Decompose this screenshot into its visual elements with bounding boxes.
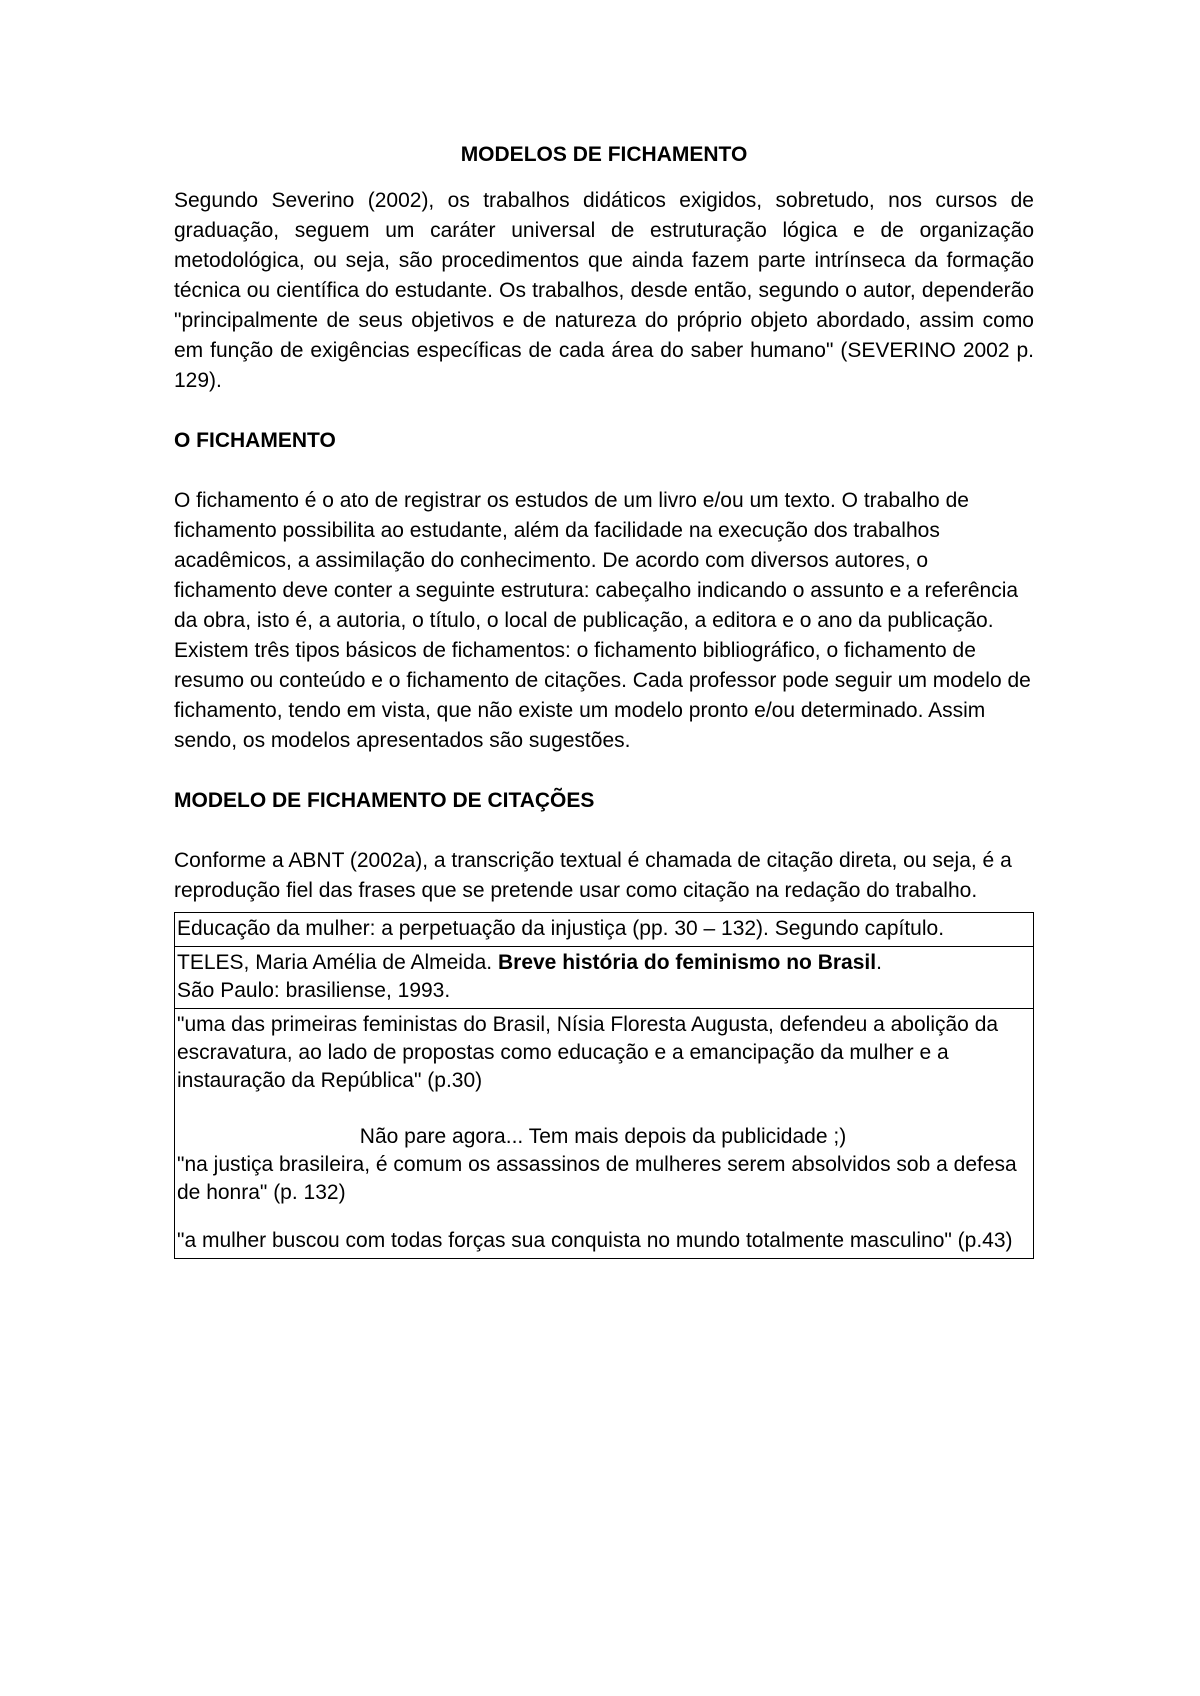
ad-notice: Não pare agora... Tem mais depois da publicidade ;) (359, 1125, 847, 1148)
spacer (177, 1207, 1029, 1227)
reference-period: . (876, 951, 882, 974)
table-row (175, 1009, 1034, 1259)
reference-book-title: Breve história do feminismo no Brasil (497, 951, 877, 974)
section-heading-fichamento: O FICHAMENTO (174, 429, 336, 452)
table-cell-subject: Educação da mulher: a perpetuação da injustiça (pp. 30 – 132). Segundo capítulo. (175, 913, 1034, 947)
document-page (174, 140, 1034, 1259)
citacoes-paragraph: Conforme a ABNT (2002a), a transcrição textual é chamada de citação direta, ou seja, é a reprodução fiel das frases que se pretende usar como citação na redação do trabalho. (174, 849, 1012, 902)
fichamento-table (174, 912, 1034, 1259)
table-row (175, 947, 1034, 1009)
spacer (174, 816, 1034, 846)
table-row (175, 913, 1034, 947)
intro-paragraph: Segundo Severino (2002), os trabalhos didáticos exigidos, sobretudo, nos cursos de graduação, seguem um caráter universal de estruturação lógica e de organização metodológica, ou seja, são procedimentos que ainda fazem parte intrínseca da formação técnica ou científica do estudante. Os trabalhos, desde então, segundo o autor, dependerão "principalmente de seus objetivos e de natureza do próprio objeto abordado, assim como em função de exigências específicas de cada área do saber humano" (SEVERINO 2002 p. 129). (174, 189, 1034, 392)
table-cell-quotes (175, 1009, 1034, 1259)
quote-text: "uma das primeiras feministas do Brasil, Nísia Floresta Augusta, defendeu a abolição da escravatura, ao lado de propostas como educação e a emancipação da mulher e a instauração da República" (p.30) (177, 1013, 999, 1092)
reference-author: TELES, Maria Amélia de Almeida. (177, 951, 498, 974)
quote-text: "na justiça brasileira, é comum os assassinos de mulheres serem absolvidos sob a defesa de honra" (p. 132) (177, 1153, 1017, 1204)
spacer (174, 756, 1034, 786)
quote-text: "a mulher buscou com todas forças sua conquista no mundo totalmente masculino" (p.43) (177, 1229, 1013, 1252)
document-title: MODELOS DE FICHAMENTO (460, 143, 748, 166)
reference-publication: São Paulo: brasiliense, 1993. (177, 979, 451, 1002)
spacer (174, 456, 1034, 486)
section-heading-citacoes: MODELO DE FICHAMENTO DE CITAÇÕES (174, 789, 595, 812)
table-cell-reference (175, 947, 1034, 1009)
spacer (174, 396, 1034, 426)
fichamento-paragraph: O fichamento é o ato de registrar os estudos de um livro e/ou um texto. O trabalho de fichamento possibilita ao estudante, além da facilidade na execução dos trabalhos acadêmicos, a assimilação do conhecimento. De acordo com diversos autores, o fichamento deve conter a seguinte estrutura: cabeçalho indicando o assunto e a referência da obra, isto é, a autoria, o título, o local de publicação, a editora e o ano da publicação. Existem três tipos básicos de fichamentos: o fichamento bibliográfico, o fichamento de resumo ou conteúdo e o fichamento de citações. Cada professor pode seguir um modelo de fichamento, tendo em vista, que não existe um modelo pronto e/ou determinado. Assim sendo, os modelos apresentados são sugestões. (174, 489, 1031, 752)
